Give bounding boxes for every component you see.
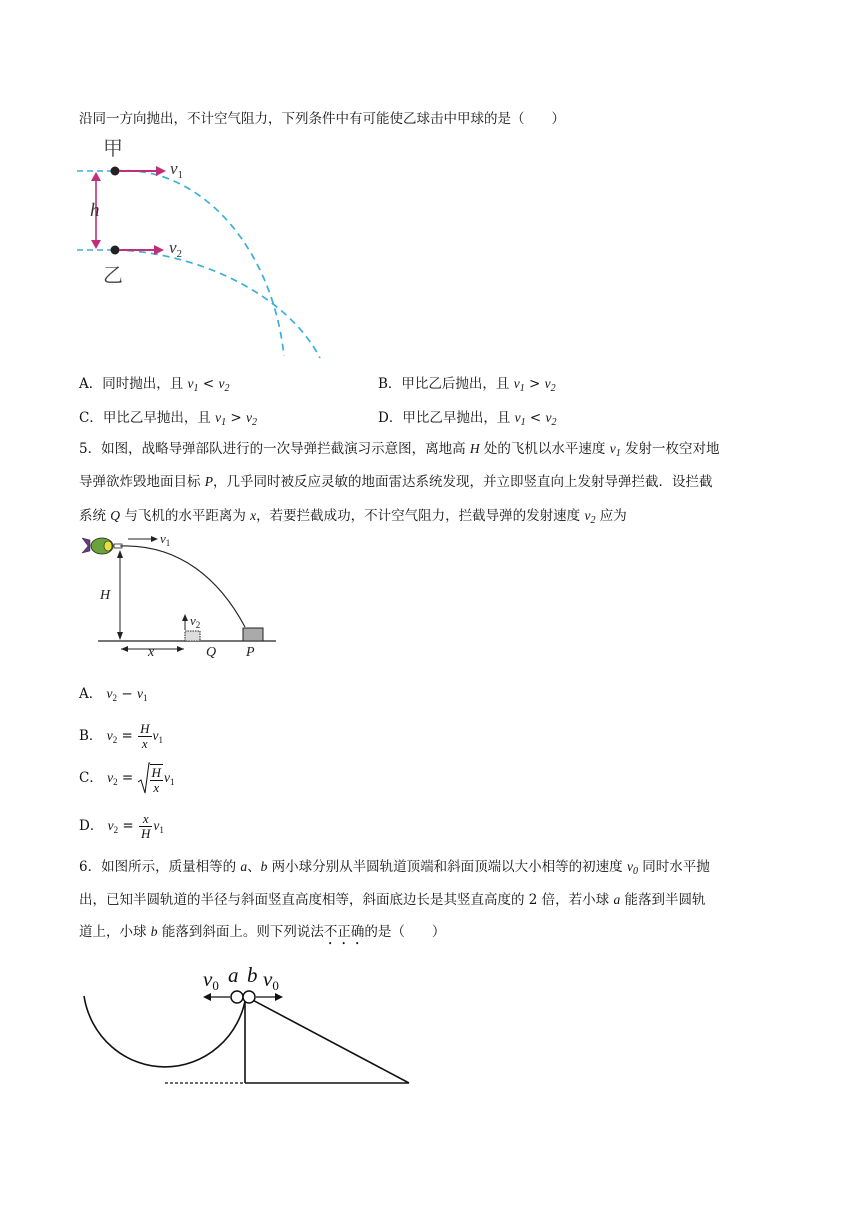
svg-text:P: P xyxy=(246,645,255,660)
q5-option-b[interactable]: B． $v_2$ = $\frac{H}{x}$ $v_1$ xyxy=(79,721,164,751)
q5-text-line3: 系统 Q 与飞机的水平距离为 x，若要拦截成功，不计空气阻力，拦截导弹的发射速度 $v_2$ 应为 xyxy=(79,508,627,526)
semicircle-track xyxy=(84,996,246,1067)
q5-option-c[interactable]: C． $v_2$ = $\frac{H}{x}$ $v_1$ xyxy=(79,760,174,800)
ball-jia xyxy=(111,167,120,176)
trajectory-bottom xyxy=(115,250,320,358)
missile-trajectory xyxy=(120,546,245,627)
svg-text:乙: 乙 xyxy=(103,265,123,287)
trajectory-top xyxy=(115,171,284,356)
v0-right-arrow-icon xyxy=(275,993,283,1001)
incline-slope xyxy=(245,996,409,1083)
svg-text:Q: Q xyxy=(206,645,217,660)
svg-text:v1: $v_1$ xyxy=(160,531,171,548)
svg-text:甲: 甲 xyxy=(103,138,123,160)
q4-intro: 沿同一方向抛出，不计空气阻力，下列条件中有可能使乙球击中甲球的是（ ） xyxy=(79,111,565,127)
q5-text-line1: 5．如图，战略导弹部队进行的一次导弹拦截演习示意图，离地高 H 处的飞机以水平速度 $v_1$ 发射一枚空对地 xyxy=(79,441,720,459)
arrow-v2-icon xyxy=(154,245,164,255)
target-p xyxy=(243,628,263,641)
q5-option-d[interactable]: D． $v_2$ = $\frac{x}{H}$ $v_1$ xyxy=(79,811,164,841)
h-arrow-down-icon xyxy=(91,240,101,249)
svg-text:a: a xyxy=(228,963,239,987)
q6-figure xyxy=(75,960,415,1088)
svg-text:h: h xyxy=(90,200,100,221)
q4-option-a[interactable]: A．同时抛出，且 $v_1 < v_2$ xyxy=(79,376,230,394)
svg-text:H: H xyxy=(100,588,111,603)
q5-option-a[interactable]: A． $v_2 - v_1$ xyxy=(79,686,148,703)
svg-text:v0: v0 xyxy=(203,967,219,993)
h-arrow-up-icon xyxy=(91,172,101,181)
svg-text:b: b xyxy=(247,963,258,987)
ball-b xyxy=(243,991,255,1003)
q5-text-line2: 导弹欲炸毁地面目标 P，几乎同时被反应灵敏的地面雷达系统发现，并立即竖直向上发射导弹拦截．设拦截 xyxy=(79,474,713,490)
v0-left-arrow-icon xyxy=(203,993,211,1001)
svg-text:v2: $v_2$ xyxy=(169,238,183,260)
svg-text:v1: $v_1$ xyxy=(170,159,184,181)
ball-a xyxy=(231,991,243,1003)
q4-figure xyxy=(77,134,327,360)
q5-figure xyxy=(80,530,280,663)
q6-text-line2: 出，已知半圆轨道的半径与斜面竖直高度相等，斜面底边长是其竖直高度的 2 倍，若小球 a 能落到半圆轨 xyxy=(79,892,706,908)
arrow-v1-icon xyxy=(156,166,166,176)
q6-text-line3: 道上，小球 b 能落到斜面上。则下列说法不正确的是（ ） xyxy=(79,924,446,940)
v2-arrow-icon xyxy=(182,614,188,621)
ball-yi xyxy=(111,246,120,255)
svg-text:x: x xyxy=(148,645,155,660)
svg-text:v0: v0 xyxy=(263,967,279,993)
svg-text:v2: $v_2$ xyxy=(190,613,201,630)
q4-option-d[interactable]: D．甲比乙早抛出，且 $v_1 < v_2$ xyxy=(378,410,557,428)
q4-option-c[interactable]: C．甲比乙早抛出，且 $v_1 > v_2$ xyxy=(79,410,258,428)
q6-text-line1: 6．如图所示，质量相等的 a、b 两小球分别从半圆轨道顶端和斜面顶端以大小相等的初速度 $v_0$ 同时水平抛 xyxy=(79,859,710,877)
radar-q xyxy=(185,631,200,641)
sqrt-symbol: $\frac{H}{x}$ xyxy=(138,761,164,797)
q4-option-b[interactable]: B．甲比乙后抛出，且 $v_1 > v_2$ xyxy=(378,376,556,394)
v1-arrow-icon xyxy=(151,536,158,542)
